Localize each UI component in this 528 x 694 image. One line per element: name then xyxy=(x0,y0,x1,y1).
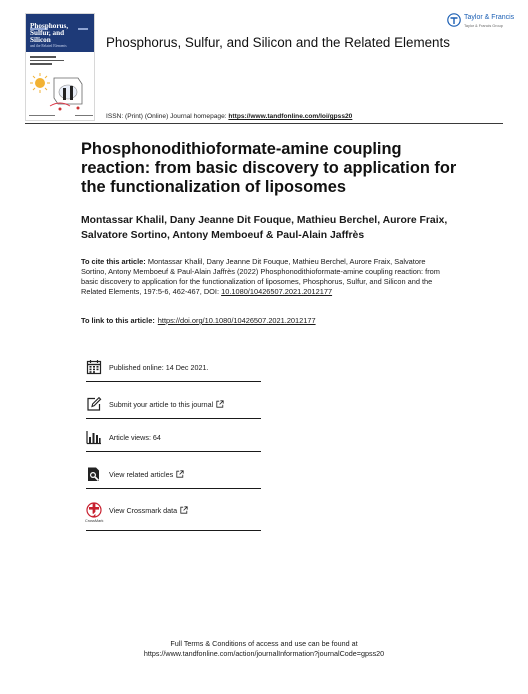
journal-homepage-link[interactable]: https://www.tandfonline.com/loi/gpss20 xyxy=(228,113,353,120)
article-link-line xyxy=(81,316,316,325)
citation-doi-link[interactable]: 10.1080/10426507.2021.2012177 xyxy=(221,287,333,296)
crossmark-item[interactable] xyxy=(86,495,261,525)
published-online-text: Published online: 14 Dec 2021. xyxy=(109,363,209,372)
article-doi-url[interactable]: https://doi.org/10.1080/10426507.2021.2012177 xyxy=(157,316,316,325)
external-link-icon xyxy=(216,400,224,408)
submit-article-text: Submit your article to this journal xyxy=(109,400,214,409)
info-divider xyxy=(86,418,261,419)
crossmark-link[interactable] xyxy=(109,506,188,515)
cover-text-lines xyxy=(30,56,70,67)
citation-label: To cite this article: xyxy=(81,257,146,266)
article-authors: Montassar Khalil, Dany Jeanne Dit Fouque, Mathieu Berchel, Aurore Fraix, Salvatore Sortino, Antony Memboeuf & Paul-Alain Jaffrès xyxy=(81,215,448,241)
crossmark-text: View Crossmark data xyxy=(109,506,178,515)
citation-block xyxy=(81,257,441,297)
cover-top-line xyxy=(30,17,92,20)
terms-footer-line1: Full Terms & Conditions of access and use can be found at xyxy=(170,639,358,648)
article-views-item xyxy=(86,422,261,452)
external-link-icon xyxy=(176,470,184,478)
terms-footer xyxy=(0,639,528,659)
article-title: Phosphonodithioformate-amine coupling reaction: from basic discovery to application for the functionalization of liposomes xyxy=(81,140,457,196)
journal-title: Phosphorus, Sulfur, and Silicon and the Related Elements xyxy=(106,35,450,50)
submit-article-link[interactable] xyxy=(109,400,224,409)
related-articles-icon xyxy=(86,466,102,482)
bar-chart-icon xyxy=(86,429,102,445)
info-divider xyxy=(86,530,261,531)
related-articles-item[interactable] xyxy=(86,459,261,489)
issn-line xyxy=(106,113,352,120)
external-link-icon xyxy=(180,506,188,514)
related-articles-text: View related articles xyxy=(109,470,174,479)
crossmark-logo-label: CrossMark xyxy=(85,519,104,523)
issn-text: ISSN: (Print) (Online) Journal homepage: xyxy=(106,113,229,120)
crossmark-icon xyxy=(86,502,102,518)
publisher-logo-tagline: Taylor & Francis Group xyxy=(464,24,503,28)
article-link-label: To link to this article: xyxy=(81,316,155,325)
info-divider xyxy=(86,488,261,489)
cover-illustration xyxy=(30,70,92,112)
terms-footer-url[interactable]: https://www.tandfonline.com/action/journalInformation?journalCode=gpss20 xyxy=(143,649,385,658)
info-divider xyxy=(86,381,261,382)
edit-icon xyxy=(86,396,102,412)
publisher-logo-name: Taylor & Francis xyxy=(464,14,515,21)
article-views-text: Article views: 64 xyxy=(109,433,161,442)
publisher-logo[interactable] xyxy=(447,12,523,34)
published-online-item xyxy=(86,352,261,382)
submit-article-item[interactable] xyxy=(86,389,261,419)
cover-title: Phosphorus, Sulfur, and Silicon and the Related Elements xyxy=(30,22,69,48)
related-articles-link[interactable] xyxy=(109,470,184,479)
info-divider xyxy=(86,451,261,452)
journal-cover-thumbnail xyxy=(25,13,95,121)
header-divider xyxy=(25,123,503,124)
cover-footer-lines xyxy=(29,115,93,117)
publisher-logo-icon xyxy=(447,13,461,27)
citation-text: Montassar Khalil, Dany Jeanne Dit Fouque, Mathieu Berchel, Aurore Fraix, Salvatore Sortino, Antony Memboeuf & Paul-Alain Jaffrès (2022) Phosphonodithioformate-amine coupling reaction: from basic discovery to application for the functionalization of liposomes, Phosphorus, Sulfur, and Silicon and the Related Elements, 197:5-6, 462-467, DOI: xyxy=(81,257,440,296)
calendar-icon xyxy=(86,359,102,375)
